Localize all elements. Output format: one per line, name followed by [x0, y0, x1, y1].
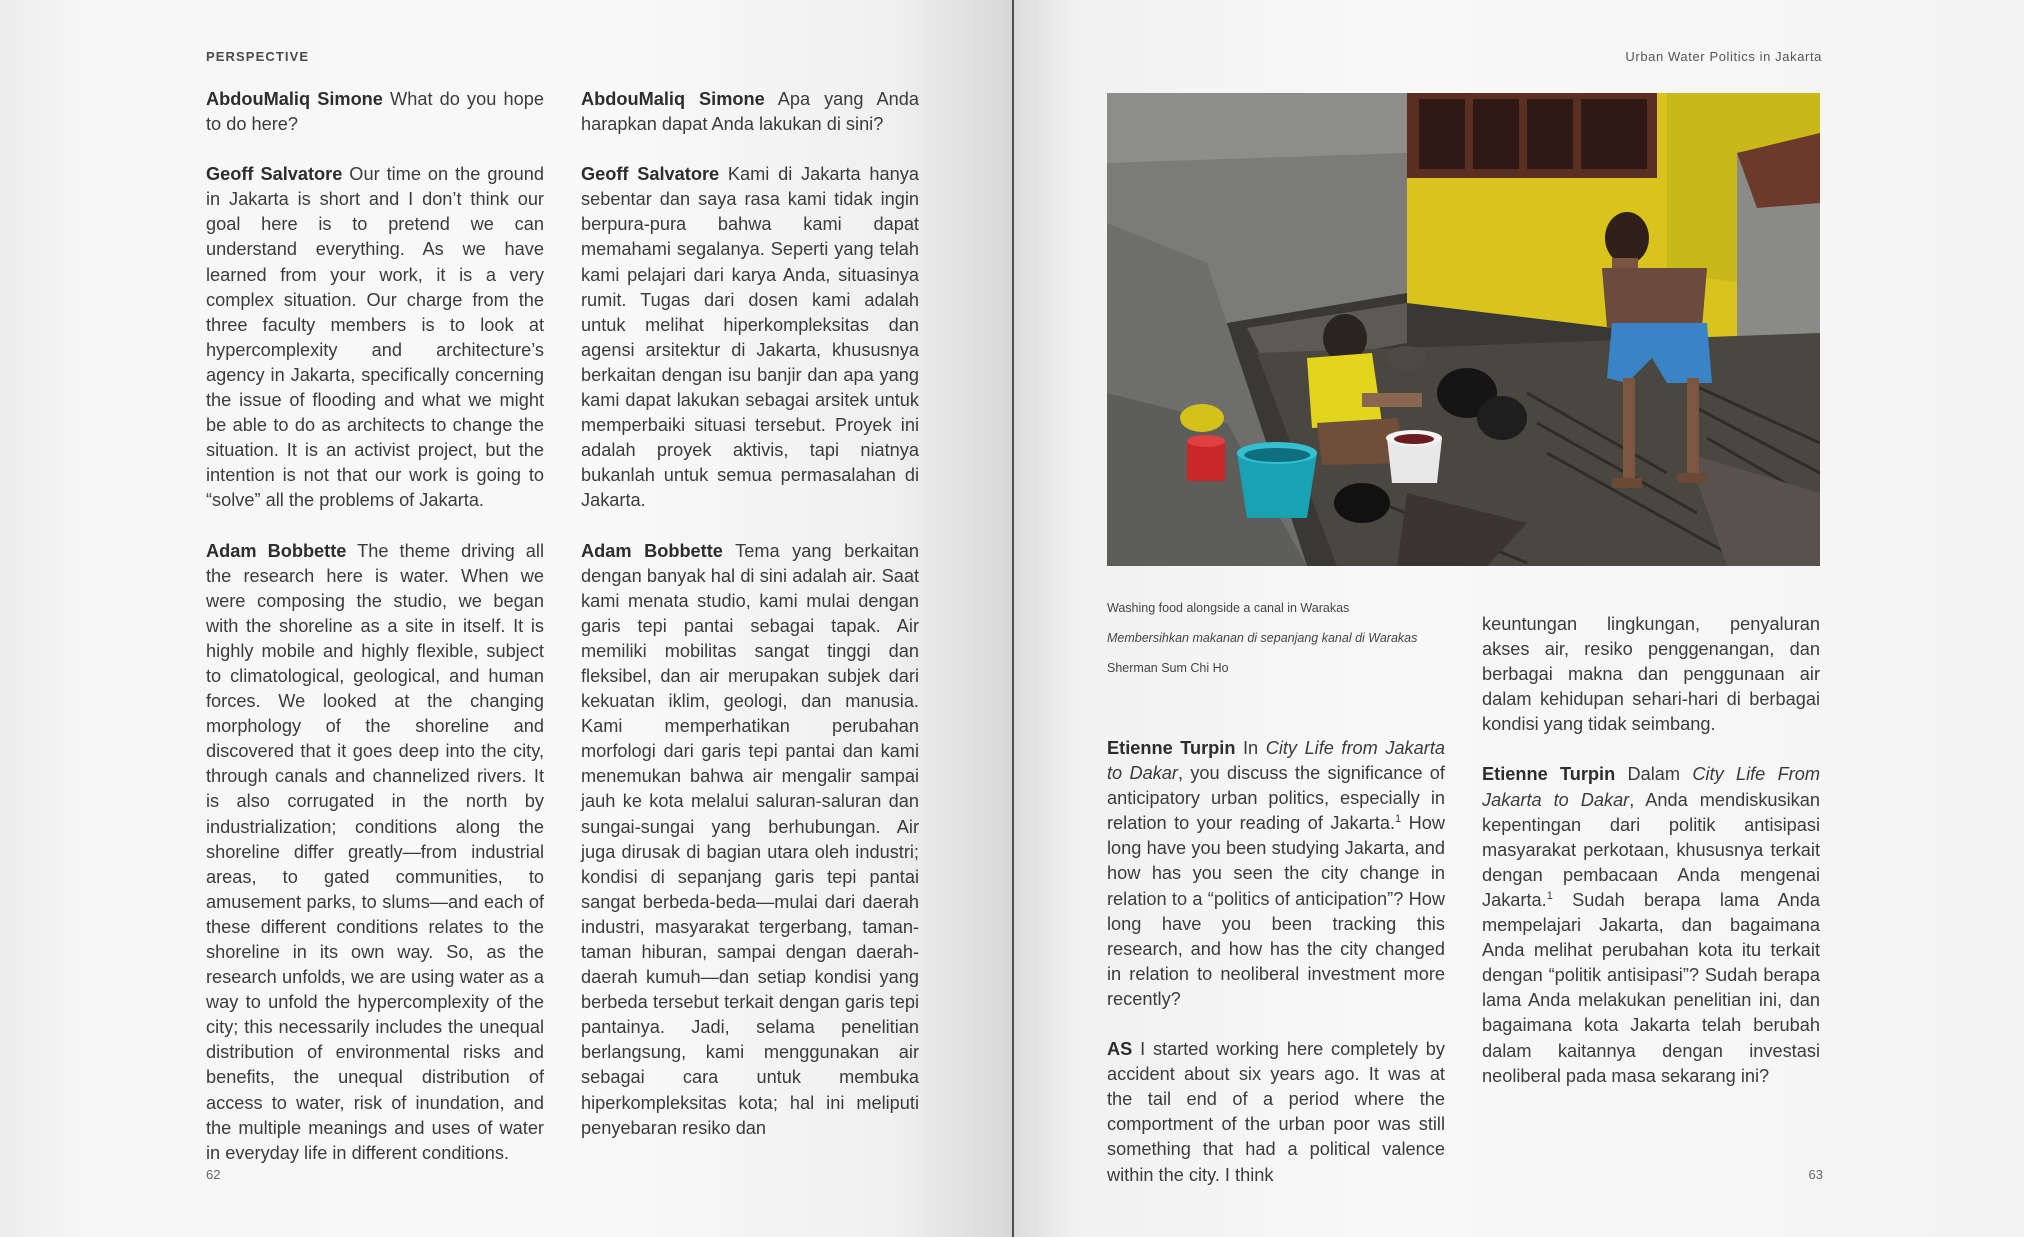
paragraph: [1482, 762, 1820, 1088]
paragraph-text: Dalam: [1615, 764, 1693, 785]
page-number: 62: [206, 1167, 221, 1182]
paragraph: [581, 539, 919, 1141]
photo-credit: Sherman Sum Chi Ho: [1107, 661, 1229, 675]
paragraph: [1482, 612, 1820, 737]
paragraph-text: , Anda mendiskusikan kepentingan dari politik antisipasi masyarakat perkotaan, khususnya terkait dengan pembacaan Anda mengenai Jakarta.: [1482, 789, 1820, 910]
english-column: [206, 87, 544, 1191]
paragraph-text: keuntungan lingkungan, penyaluran akses air, resiko penggenangan, dan berbagai makna dan penggunaan air dalam kehidupan sehari-hari di berbagai kondisi yang tidak seimbang.: [1482, 614, 1820, 735]
english-column: [1107, 736, 1445, 1213]
paragraph-text: The theme driving all the research here is water. When we were composing the studio, we began with the shoreline as a site in itself. It is highly mobile and highly flexible, subject to climatological, geological, and human forces. We looked at the changing morphology of the shoreline and discovered that it goes deep into the city, through canals and channelized rivers. It is also corrugated in the north by industrialization; conditions along the shoreline differ greatly—from industrial areas, to gated communities, to amusement parks, to slums—and each of these different conditions relates to the shoreline in its own way. So, as the research unfolds, we are using water as a way to unfold the hypercomplexity of the city; this necessarily includes the unequal distribution of environmental risks and benefits, the unequal distribution of access to water, risk of inundation, and the multiple meanings and uses of water in everyday life in different conditions.: [206, 540, 545, 1163]
speaker-name: Etienne Turpin: [1482, 764, 1616, 785]
paragraph-text: Kami di Jakarta hanya sebentar dan saya rasa kami tidak ingin berpura-pura bahwa kami dapat memahami segalanya. Seperti yang telah kami pelajari dari karya Anda, situasinya rumit. Tugas dari dosen kami adalah untuk melihat hiperkompleksitas dan agensi arsitektur di Jakarta, khususnya berkaitan dengan isu banjir dan apa yang kami dapat lakukan sebagai arsitek untuk memperbaiki situasi tersebut. Proyek ini adalah proyek aktivis, tapi niatnya bukanlah untuk semua permasalahan di Jakarta.: [581, 164, 919, 511]
paragraph-text: Our time on the ground in Jakarta is short and I don’t think our goal here is to pretend we can understand everything. As we have learned from your work, it is a very complex situation. Our charge from the three faculty members is to look at hypercomplexity and architecture’s agency in Jakarta, specifically concerning the issue of flooding and what we might be able to do as architects to change the situation. It is an activist project, but the intention is not that our work is going to “solve” all the problems of Jakarta.: [206, 164, 544, 511]
indonesian-column: [1482, 612, 1820, 1114]
book-title: City Life from Jakarta to Dakar: [1107, 738, 1445, 784]
paragraph: [1107, 736, 1445, 1012]
paragraph-text: Tema yang berkaitan dengan banyak hal di sini adalah air. Saat kami menata studio, kami mulai dengan garis tepi pantai sebagai tapak. Air memiliki mobilitas sangat tinggi dan fleksibel, dan air merupakan subjek dari kekuatan iklim, geologi, dan manusia. Kami memperhatikan perubahan morfologi dari garis tepi pantai dan kami menemukan bahwa air mengalir sampai jauh ke kota melalui saluran-saluran dan sungai-sungai yang berhubungan. Air juga dirusak di bagian utara oleh industri; kondisi di sepanjang garis tepi pantai sangat berbeda-beda—mulai dari daerah industri, masyarakat tergerbang, taman-taman hiburan, sampai dengan daerah-daerah kumuh—dan setiap kondisi yang berbeda tersebut terkait dengan garis tepi pantainya. Jadi, selama penelitian berlangsung, kami menggunakan air sebagai cara untuk membuka hiperkompleksitas kota; hal ini meliputi penyebaran resiko dan: [581, 540, 920, 1138]
speaker-name: Adam Bobbette: [206, 540, 347, 561]
running-head: PERSPECTIVE: [206, 49, 310, 64]
paragraph: [206, 162, 544, 513]
paragraph-text: What do you hope to do here?: [206, 89, 544, 135]
paragraph-text: In: [1235, 738, 1266, 758]
speaker-name: AS: [1107, 1039, 1133, 1060]
book-title: City Life From Jakarta to Dakar: [1482, 764, 1820, 810]
speaker-name: Etienne Turpin: [1107, 738, 1236, 758]
paragraph-text: I started working here completely by accident about six years ago. It was at the tail end of a period where the comportment of the urban poor was still something that had a political valence within the city. I think: [1107, 1039, 1445, 1185]
caption-indonesian: Membersihkan makanan di sepanjang kanal di Warakas: [1107, 631, 1418, 645]
page-number: 63: [1808, 1167, 1823, 1182]
indonesian-column: [581, 87, 919, 1166]
caption-english: Washing food alongside a canal in Warakas: [1107, 601, 1350, 615]
speaker-name: AbdouMaliq Simone: [206, 89, 383, 109]
paragraph: [581, 162, 919, 513]
paragraph: [206, 87, 544, 137]
paragraph: [581, 87, 919, 137]
speaker-name: Geoff Salvatore: [581, 164, 720, 185]
footnote-marker: 1: [1395, 813, 1402, 826]
footnote-marker: 1: [1546, 889, 1553, 902]
photo-caption: [1107, 600, 1427, 690]
right-page: [1014, 0, 2024, 1237]
paragraph-text: How long have you been studying Jakarta, and how has you seen the city change in relation to a “politics of anticipation”? How long have you been tracking this research, and how has the city changed in relation to neoliberal investment more recently?: [1107, 813, 1445, 1009]
speaker-name: AbdouMaliq Simone: [581, 89, 765, 109]
canal-photo: [1107, 93, 1820, 566]
paragraph-text: , you discuss the significance of anticipatory urban politics, especially in relation to your reading of Jakarta.: [1107, 763, 1445, 834]
speaker-name: Adam Bobbette: [581, 540, 723, 561]
paragraph-text: Sudah berapa lama Anda mempelajari Jakarta, dan bagaimana Anda melihat perubahan kota itu terkait dengan “politik antisipasi”? Sudah berapa lama Anda melakukan penelitian ini, dan bagaimana kota Jakarta telah berubah dalam kaitannya dengan investasi neoliberal pada masa sekarang ini?: [1482, 889, 1820, 1086]
paragraph: [206, 539, 544, 1166]
speaker-name: Geoff Salvatore: [206, 164, 343, 185]
paragraph-text: Apa yang Anda harapkan dapat Anda lakukan di sini?: [581, 89, 919, 135]
paragraph: [1107, 1037, 1445, 1188]
running-head: Urban Water Politics in Jakarta: [1625, 49, 1822, 64]
photo-illustration: [1107, 93, 1820, 566]
